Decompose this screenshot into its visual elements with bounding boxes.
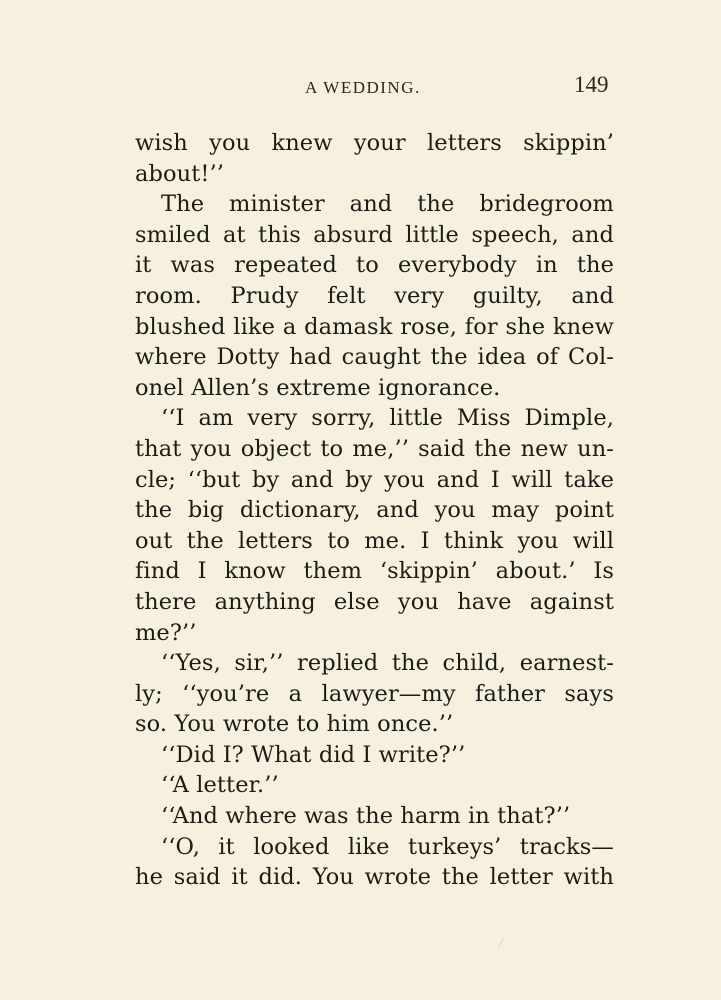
text-line: find I know them ‘skippin’ about.’ Is: [135, 558, 614, 585]
text-line: ‘‘A letter.’’: [161, 772, 279, 799]
paper-mark: ⁄: [500, 936, 503, 950]
text-line: there anything else you have against: [135, 588, 614, 615]
chapter-title: A WEDDING.: [305, 78, 421, 97]
text-line: he said it did. You wrote the letter with: [135, 864, 614, 891]
text-line: the big dictionary, and you may point: [135, 497, 614, 524]
text-line: ‘‘I am very sorry, little Miss Dimple,: [161, 405, 614, 432]
text-line: onel Allen’s extreme ignorance.: [135, 374, 501, 401]
page-number: 149: [574, 72, 609, 97]
text-line: ly; ‘‘you’re a lawyer—my father says: [135, 680, 614, 707]
text-line: The minister and the bridegroom: [161, 191, 614, 218]
text-line: out the letters to me. I think you will: [135, 527, 614, 554]
text-line: cle; ‘‘but by and by you and I will take: [135, 466, 614, 493]
running-head: [0, 72, 721, 102]
text-line: ‘‘Yes, sir,’’ replied the child, earnest-: [161, 650, 614, 677]
text-line: so. You wrote to him once.’’: [135, 711, 454, 738]
text-line: smiled at this absurd little speech, and: [135, 221, 614, 248]
text-line: me?’’: [135, 619, 197, 646]
text-line: that you object to me,’’ said the new un-: [135, 435, 614, 462]
text-line: it was repeated to everybody in the: [135, 252, 614, 279]
text-line: blushed like a damask rose, for she knew: [135, 313, 614, 340]
text-line: room. Prudy felt very guilty, and: [135, 282, 614, 309]
text-line: where Dotty had caught the idea of Col-: [135, 344, 614, 371]
text-line: ‘‘Did I? What did I write?’’: [161, 741, 466, 768]
text-line: ‘‘O, it looked like turkeys’ tracks—: [161, 833, 614, 860]
text-line: ‘‘And where was the harm in that?’’: [161, 803, 571, 830]
text-line: wish you knew your letters skippin’: [135, 130, 614, 156]
body-text: [135, 128, 614, 893]
text-line: about!’’: [135, 160, 225, 187]
